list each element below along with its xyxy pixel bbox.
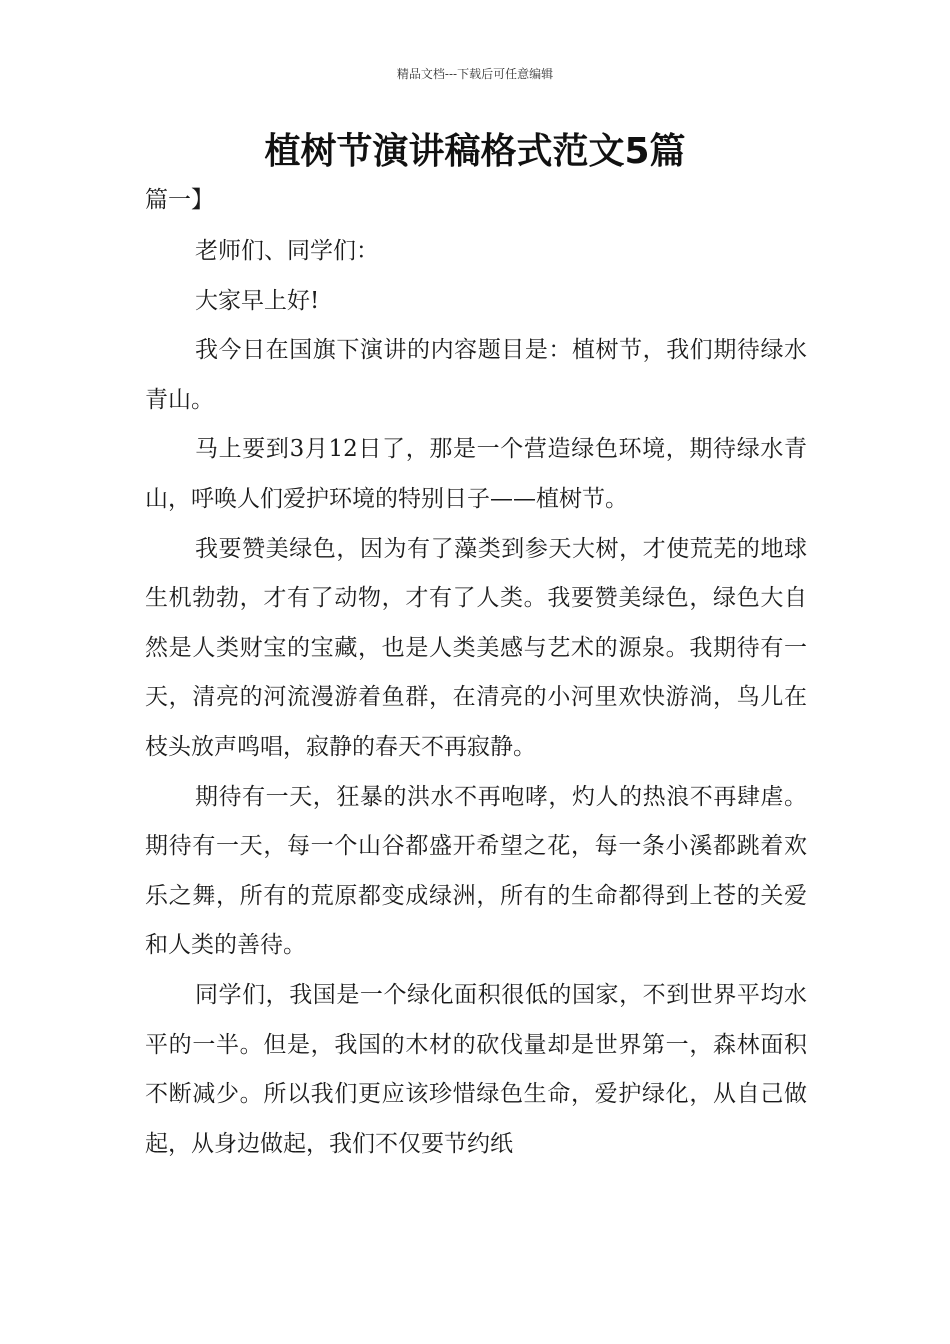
paragraph-greeting: 老师们、同学们：: [195, 238, 379, 264]
paragraph-arbor-day: 马上要到3月12日了，那是一个营造绿色环境，期待绿水青山，呼唤人们爱护环境的特别日子——植树节。: [145, 436, 807, 512]
document-body: [145, 227, 807, 1169]
paragraph-morning: 大家早上好!: [195, 287, 320, 314]
section-label: 篇一】: [145, 187, 214, 213]
paragraph-hope: 期待有一天，狂暴的洪水不再咆哮，灼人的热浪不再肆虐。期待有一天，每一个山谷都盛开希望之花，每一条小溪都跳着欢乐之舞，所有的荒原都变成绿洲，所有的生命都得到上苍的关爱和人类的善待。: [145, 783, 807, 959]
paragraph-topic: 我今日在国旗下演讲的内容题目是：植树节，我们期待绿水青山。: [145, 337, 807, 413]
paragraph-forestry: 同学们，我国是一个绿化面积很低的国家，不到世界平均水平的一半。但是，我国的木材的砍伐量却是世界第一，森林面积不断减少。所以我们更应该珍惜绿色生命，爱护绿化，从自己做起，从身边做起，我们不仅要节约纸: [145, 981, 807, 1157]
header-note: 精品文档---下载后可任意编辑: [396, 67, 554, 81]
document-title: 植树节演讲稿格式范文5篇: [264, 131, 686, 172]
paragraph-praise-green: 我要赞美绿色，因为有了藻类到参天大树，才使荒芜的地球生机勃勃，才有了动物，才有了人类。我要赞美绿色，绿色大自然是人类财宝的宝藏，也是人类美感与艺术的源泉。我期待有一天，清亮的河流漫游着鱼群，在清亮的小河里欢快游淌，鸟儿在枝头放声鸣唱，寂静的春天不再寂静。: [145, 535, 807, 760]
